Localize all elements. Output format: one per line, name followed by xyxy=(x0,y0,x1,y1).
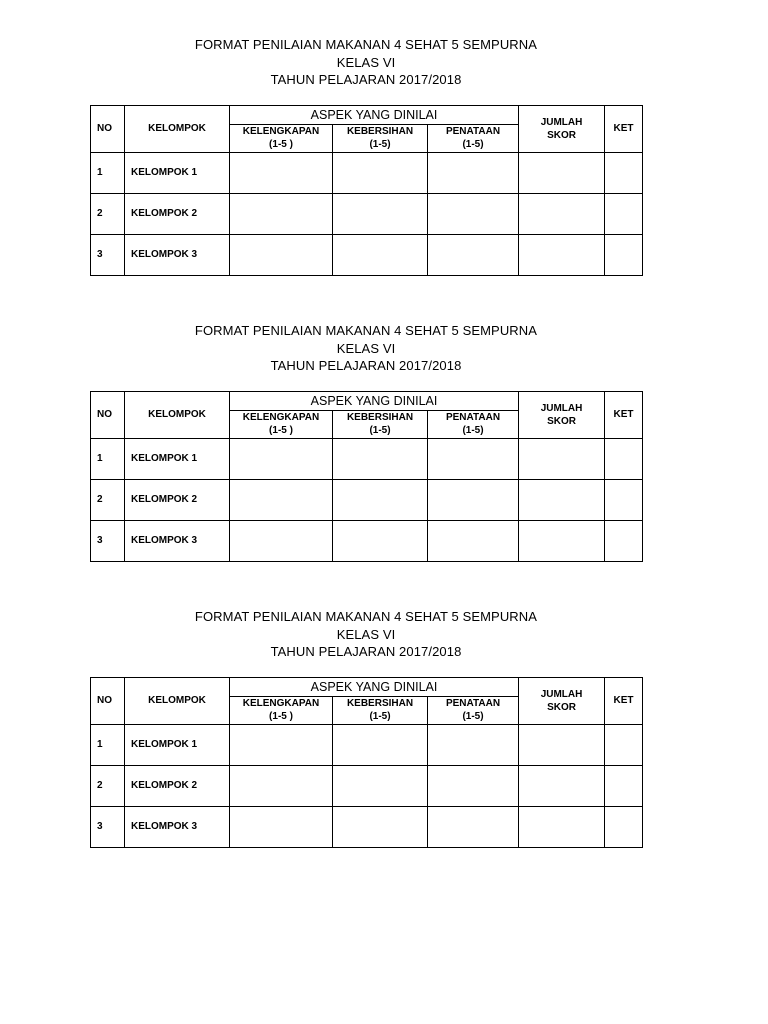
header-penataan-label: PENATAAN xyxy=(445,126,501,137)
header-ket: KET xyxy=(605,105,643,152)
header-kelengkapan xyxy=(230,696,333,724)
header-skor: SKOR xyxy=(547,129,576,141)
cell-kelengkapan[interactable] xyxy=(230,765,333,806)
cell-jumlah-skor[interactable] xyxy=(519,438,605,479)
header-kelengkapan-range: (1-5 ) xyxy=(269,425,293,436)
cell-ket[interactable] xyxy=(605,520,643,561)
sheet-title xyxy=(90,608,642,661)
assessment-sheet-2 xyxy=(90,322,642,562)
title-line-3: TAHUN PELAJARAN 2017/2018 xyxy=(270,644,462,659)
header-penataan-range: (1-5) xyxy=(462,711,484,722)
assessment-table xyxy=(90,391,643,562)
title-line-2: KELAS VI xyxy=(336,54,396,70)
header-kelompok: KELOMPOK xyxy=(125,677,230,724)
cell-penataan[interactable] xyxy=(428,765,519,806)
cell-kelengkapan[interactable] xyxy=(230,479,333,520)
header-penataan-range: (1-5) xyxy=(462,425,484,436)
header-kelengkapan-label: KELENGKAPAN xyxy=(242,698,320,709)
cell-ket[interactable] xyxy=(605,479,643,520)
cell-kebersihan[interactable] xyxy=(333,152,428,193)
header-kebersihan xyxy=(333,696,428,724)
row-no: 1 xyxy=(91,724,125,765)
table-row xyxy=(91,479,643,520)
table-row xyxy=(91,724,643,765)
title-line-1: FORMAT PENILAIAN MAKANAN 4 SEHAT 5 SEMPURNA xyxy=(194,323,538,338)
header-row-top xyxy=(91,105,643,124)
row-no: 2 xyxy=(91,193,125,234)
row-no: 1 xyxy=(91,438,125,479)
row-no: 1 xyxy=(91,152,125,193)
cell-penataan[interactable] xyxy=(428,152,519,193)
cell-kebersihan[interactable] xyxy=(333,193,428,234)
header-kebersihan-label: KEBERSIHAN xyxy=(346,126,414,137)
cell-penataan[interactable] xyxy=(428,520,519,561)
header-penataan xyxy=(428,124,519,152)
header-kebersihan-range: (1-5) xyxy=(369,139,391,150)
header-skor: SKOR xyxy=(547,701,576,713)
header-jumlah-skor xyxy=(519,391,605,438)
table-row xyxy=(91,234,643,275)
table-row xyxy=(91,438,643,479)
table-row xyxy=(91,193,643,234)
header-aspek: ASPEK YANG DINILAI xyxy=(230,105,519,124)
cell-kebersihan[interactable] xyxy=(333,724,428,765)
header-kebersihan-label: KEBERSIHAN xyxy=(346,412,414,423)
cell-penataan[interactable] xyxy=(428,193,519,234)
header-jumlah: JUMLAH xyxy=(540,116,583,128)
row-no: 2 xyxy=(91,479,125,520)
row-kelompok: KELOMPOK 2 xyxy=(125,765,230,806)
header-row-top xyxy=(91,391,643,410)
header-kelengkapan-range: (1-5 ) xyxy=(269,139,293,150)
header-kelengkapan xyxy=(230,124,333,152)
cell-ket[interactable] xyxy=(605,724,643,765)
header-skor: SKOR xyxy=(547,415,576,427)
title-line-1: FORMAT PENILAIAN MAKANAN 4 SEHAT 5 SEMPURNA xyxy=(194,609,538,624)
header-kebersihan-range: (1-5) xyxy=(369,711,391,722)
assessment-sheet-1 xyxy=(90,36,642,276)
cell-ket[interactable] xyxy=(605,806,643,847)
header-penataan-label: PENATAAN xyxy=(445,698,501,709)
header-aspek: ASPEK YANG DINILAI xyxy=(230,677,519,696)
row-no: 3 xyxy=(91,806,125,847)
row-kelompok: KELOMPOK 1 xyxy=(125,152,230,193)
header-penataan xyxy=(428,696,519,724)
sheet-title xyxy=(90,322,642,375)
header-aspek: ASPEK YANG DINILAI xyxy=(230,391,519,410)
cell-ket[interactable] xyxy=(605,438,643,479)
cell-kebersihan[interactable] xyxy=(333,234,428,275)
cell-jumlah-skor[interactable] xyxy=(519,724,605,765)
header-penataan xyxy=(428,410,519,438)
sheet-title xyxy=(90,36,642,89)
cell-kebersihan[interactable] xyxy=(333,479,428,520)
cell-kebersihan[interactable] xyxy=(333,765,428,806)
cell-jumlah-skor[interactable] xyxy=(519,765,605,806)
row-no: 3 xyxy=(91,234,125,275)
header-jumlah-skor xyxy=(519,677,605,724)
table-row xyxy=(91,520,643,561)
assessment-sheet-3 xyxy=(90,608,642,848)
header-kelengkapan xyxy=(230,410,333,438)
cell-jumlah-skor[interactable] xyxy=(519,193,605,234)
header-kebersihan xyxy=(333,124,428,152)
cell-jumlah-skor[interactable] xyxy=(519,234,605,275)
cell-penataan[interactable] xyxy=(428,234,519,275)
title-line-3: TAHUN PELAJARAN 2017/2018 xyxy=(270,72,462,87)
cell-penataan[interactable] xyxy=(428,438,519,479)
header-ket: KET xyxy=(605,391,643,438)
table-row xyxy=(91,152,643,193)
row-no: 3 xyxy=(91,520,125,561)
cell-kebersihan[interactable] xyxy=(333,520,428,561)
header-kebersihan xyxy=(333,410,428,438)
header-kelengkapan-label: KELENGKAPAN xyxy=(242,126,320,137)
header-kebersihan-range: (1-5) xyxy=(369,425,391,436)
cell-kelengkapan[interactable] xyxy=(230,152,333,193)
header-penataan-range: (1-5) xyxy=(462,139,484,150)
header-no: NO xyxy=(91,391,125,438)
cell-kelengkapan[interactable] xyxy=(230,234,333,275)
header-jumlah: JUMLAH xyxy=(540,402,583,414)
header-kelompok: KELOMPOK xyxy=(125,391,230,438)
table-row xyxy=(91,806,643,847)
header-kelengkapan-range: (1-5 ) xyxy=(269,711,293,722)
row-kelompok: KELOMPOK 3 xyxy=(125,806,230,847)
cell-kebersihan[interactable] xyxy=(333,806,428,847)
header-kelompok: KELOMPOK xyxy=(125,105,230,152)
row-kelompok: KELOMPOK 1 xyxy=(125,724,230,765)
cell-penataan[interactable] xyxy=(428,806,519,847)
cell-kelengkapan[interactable] xyxy=(230,806,333,847)
row-kelompok: KELOMPOK 3 xyxy=(125,234,230,275)
header-row-top xyxy=(91,677,643,696)
cell-kebersihan[interactable] xyxy=(333,438,428,479)
cell-jumlah-skor[interactable] xyxy=(519,479,605,520)
cell-ket[interactable] xyxy=(605,765,643,806)
cell-ket[interactable] xyxy=(605,234,643,275)
title-line-1: FORMAT PENILAIAN MAKANAN 4 SEHAT 5 SEMPURNA xyxy=(194,37,538,52)
title-line-3: TAHUN PELAJARAN 2017/2018 xyxy=(270,358,462,373)
cell-jumlah-skor[interactable] xyxy=(519,152,605,193)
header-ket: KET xyxy=(605,677,643,724)
header-jumlah: JUMLAH xyxy=(540,688,583,700)
assessment-table xyxy=(90,105,643,276)
row-kelompok: KELOMPOK 3 xyxy=(125,520,230,561)
cell-ket[interactable] xyxy=(605,152,643,193)
cell-penataan[interactable] xyxy=(428,479,519,520)
header-no: NO xyxy=(91,677,125,724)
title-line-2: KELAS VI xyxy=(336,340,396,356)
cell-jumlah-skor[interactable] xyxy=(519,806,605,847)
row-no: 2 xyxy=(91,765,125,806)
cell-jumlah-skor[interactable] xyxy=(519,520,605,561)
cell-penataan[interactable] xyxy=(428,724,519,765)
assessment-table xyxy=(90,677,643,848)
header-kebersihan-label: KEBERSIHAN xyxy=(346,698,414,709)
header-no: NO xyxy=(91,105,125,152)
cell-ket[interactable] xyxy=(605,193,643,234)
row-kelompok: KELOMPOK 1 xyxy=(125,438,230,479)
header-jumlah-skor xyxy=(519,105,605,152)
cell-kelengkapan[interactable] xyxy=(230,193,333,234)
table-row xyxy=(91,765,643,806)
cell-kelengkapan[interactable] xyxy=(230,520,333,561)
cell-kelengkapan[interactable] xyxy=(230,438,333,479)
row-kelompok: KELOMPOK 2 xyxy=(125,479,230,520)
row-kelompok: KELOMPOK 2 xyxy=(125,193,230,234)
cell-kelengkapan[interactable] xyxy=(230,724,333,765)
title-line-2: KELAS VI xyxy=(336,626,396,642)
header-penataan-label: PENATAAN xyxy=(445,412,501,423)
header-kelengkapan-label: KELENGKAPAN xyxy=(242,412,320,423)
